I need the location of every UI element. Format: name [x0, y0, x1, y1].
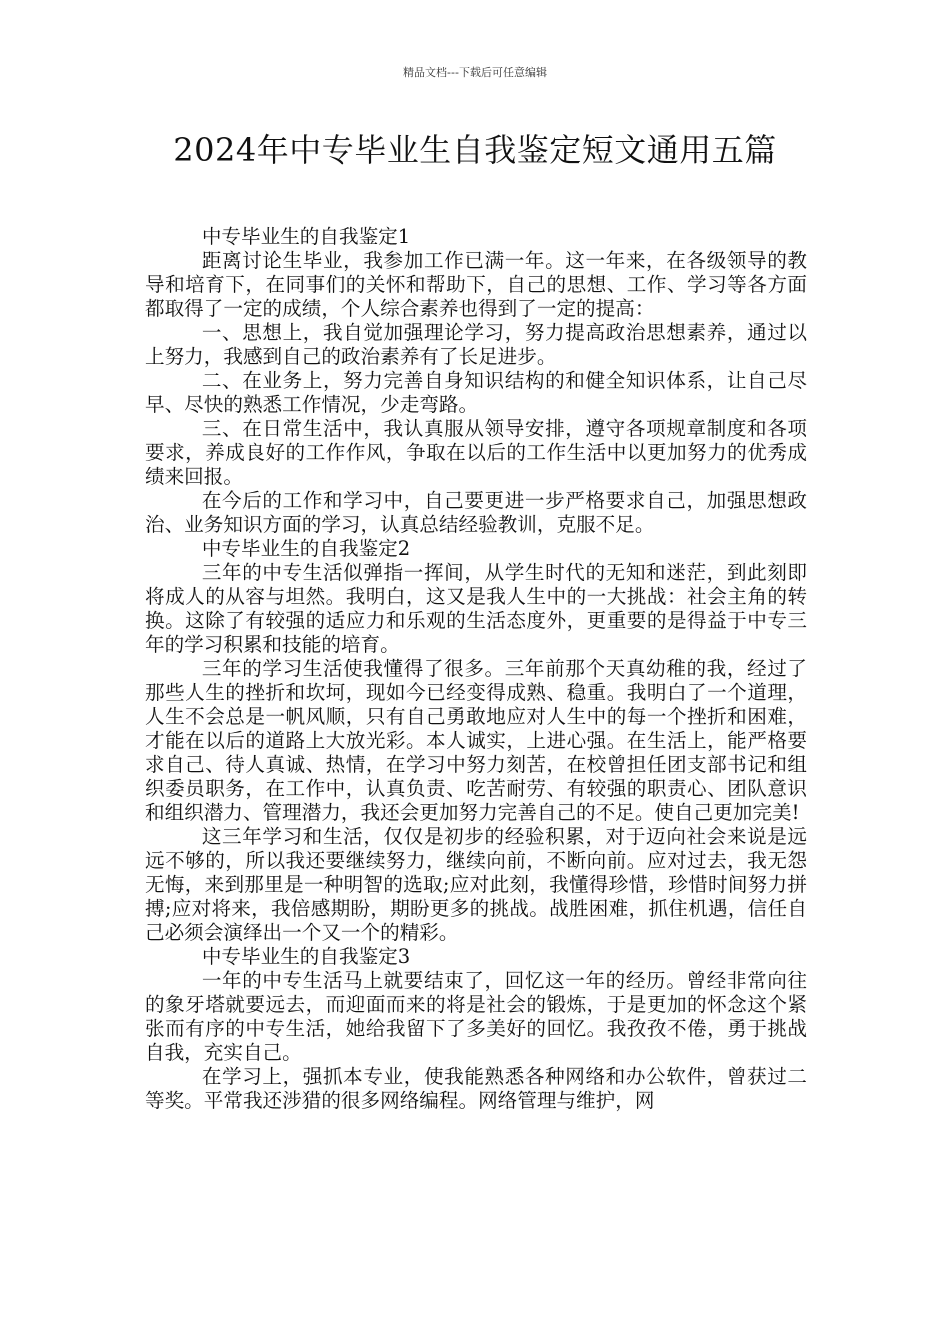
- body-paragraph: 三、在日常生活中，我认真服从领导安排，遵守各项规章制度和各项要求，养成良好的工作作风，争取在以后的工作生活中以更加努力的优秀成绩来回报。: [145, 417, 807, 488]
- body-paragraph: 一年的中专生活马上就要结束了，回忆这一年的经历。曾经非常向往的象牙塔就要远去，而迎面而来的将是社会的锻炼，于是更加的怀念这个紧张而有序的中专生活，她给我留下了多美好的回忆。我孜孜不倦，勇于挑战自我，充实自己。: [145, 969, 807, 1064]
- body-paragraph: 三年的中专生活似弹指一挥间，从学生时代的无知和迷茫，到此刻即将成人的从容与坦然。我明白，这又是我人生中的一大挑战：社会主角的转换。这除了有较强的适应力和乐观的生活态度外，更重要的是得益于中专三年的学习积累和技能的培育。: [145, 561, 807, 656]
- body-paragraph: 在学习上，强抓本专业，使我能熟悉各种网络和办公软件，曾获过二等奖。平常我还涉猎的很多网络编程。网络管理与维护，网: [145, 1065, 807, 1112]
- body-paragraph: 这三年学习和生活，仅仅是初步的经验积累，对于迈向社会来说是远远不够的，所以我还要继续努力，继续向前，不断向前。应对过去，我无怨无悔，来到那里是一种明智的选取;应对此刻，我懂得珍惜，珍惜时间努力拼搏;应对将来，我倍感期盼，期盼更多的挑战。战胜困难，抓住机遇，信任自己必须会演绎出一个又一个的精彩。: [145, 825, 807, 944]
- body-paragraph: 三年的学习生活使我懂得了很多。三年前那个天真幼稚的我，经过了那些人生的挫折和坎坷，现如今已经变得成熟、稳重。我明白了一个道理，人生不会总是一帆风顺，只有自己勇敢地应对人生中的每一个挫折和困难，才能在以后的道路上大放光彩。本人诚实，上进心强。在生活上，能严格要求自己、待人真诚、热情，在学习中努力刻苦，在校曾担任团支部书记和组织委员职务，在工作中，认真负责、吃苦耐劳、有较强的职责心、团队意识和组织潜力、管理潜力，我还会更加努力完善自己的不足。使自己更加完美!: [145, 657, 807, 824]
- section-heading: 中专毕业生的自我鉴定3: [201, 945, 411, 968]
- document-body: [145, 225, 807, 1113]
- document-title: 2024年中专毕业生自我鉴定短文通用五篇: [173, 131, 777, 169]
- header-note: 精品文档---下载后可任意编辑: [403, 66, 547, 79]
- section-heading: 中专毕业生的自我鉴定1: [201, 225, 411, 248]
- body-paragraph: 一、思想上，我自觉加强理论学习，努力提高政治思想素养，通过以上努力，我感到自己的政治素养有了长足进步。: [145, 321, 807, 368]
- body-paragraph: 距离讨论生毕业，我参加工作已满一年。这一年来，在各级领导的教导和培育下，在同事们的关怀和帮助下，自己的思想、工作、学习等各方面都取得了一定的成绩，个人综合素养也得到了一定的提高：: [145, 249, 807, 320]
- body-paragraph: 二、在业务上，努力完善自身知识结构的和健全知识体系，让自己尽早、尽快的熟悉工作情况，少走弯路。: [145, 369, 807, 416]
- body-paragraph: 在今后的工作和学习中，自己要更进一步严格要求自己，加强思想政治、业务知识方面的学习，认真总结经验教训，克服不足。: [145, 489, 807, 536]
- section-heading: 中专毕业生的自我鉴定2: [201, 537, 411, 560]
